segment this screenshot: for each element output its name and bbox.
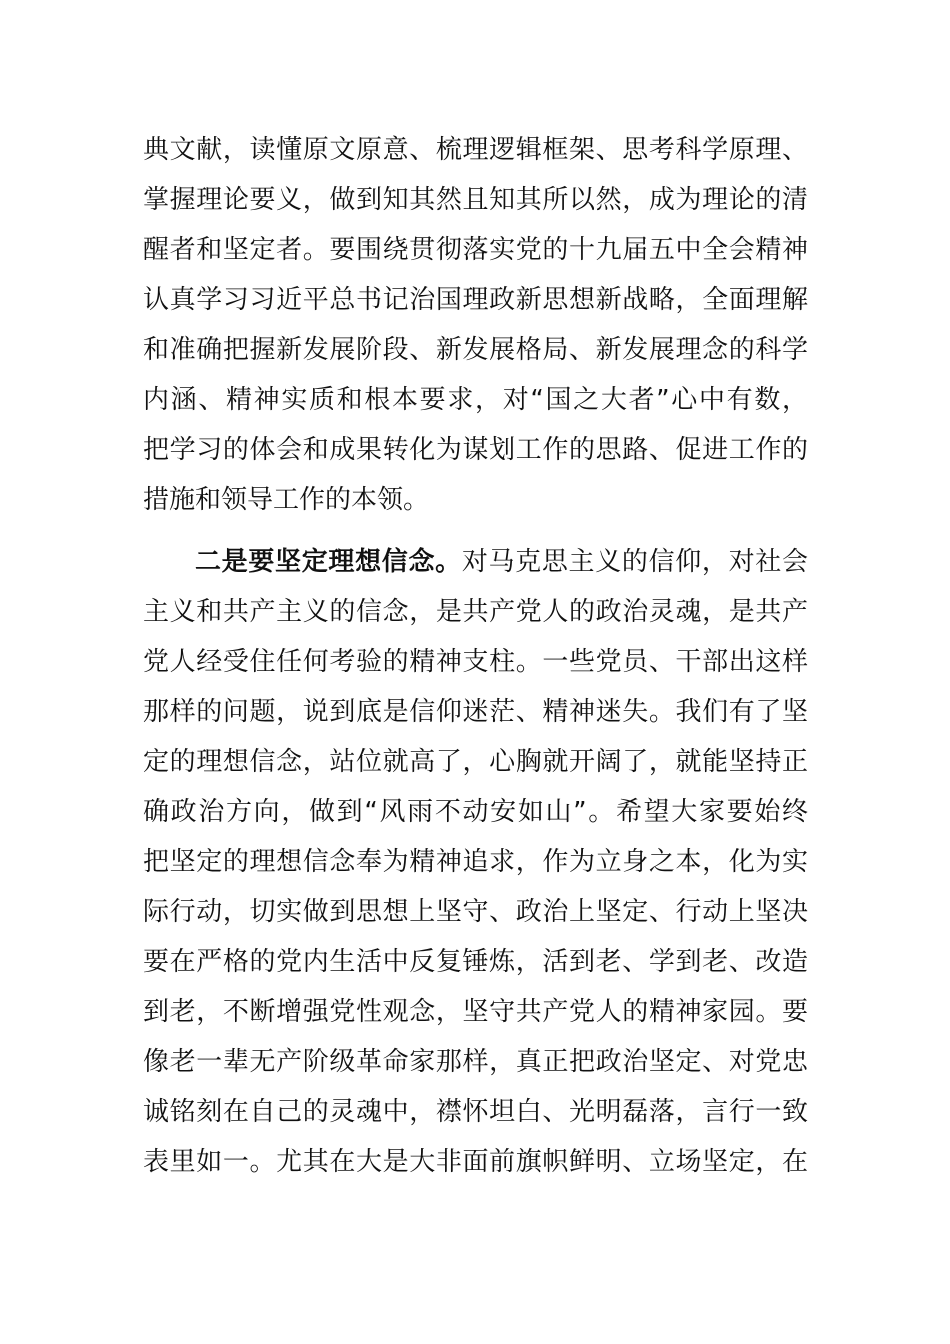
paragraph-2-line-6: 确政治方向，做到“风雨不动安如山”。希望大家要始终 [143, 797, 808, 827]
paragraph-2-line-3: 党人经受住任何考验的精神支柱。一些党员、干部出这样 [143, 647, 808, 677]
paragraph-2 [143, 537, 808, 1187]
paragraph-2-line-5: 定的理想信念，站位就高了，心胸就开阔了，就能坚持正 [143, 747, 808, 777]
paragraph-1-line-3: 醒者和坚定者。要围绕贯彻落实党的十九届五中全会精神 [143, 235, 808, 265]
paragraph-1-line-4: 认真学习习近平总书记治国理政新思想新战略，全面理解 [143, 285, 808, 315]
paragraph-2-line-1-rest: 对马克思主义的信仰，对社会 [461, 547, 808, 577]
paragraph-2-heading: 二是要坚定理想信念。 [195, 547, 462, 577]
paragraph-1 [143, 125, 808, 525]
paragraph-1-line-5: 和准确把握新发展阶段、新发展格局、新发展理念的科学 [143, 335, 808, 365]
paragraph-2-line-1 [143, 537, 808, 587]
paragraph-1-line-7: 把学习的体会和成果转化为谋划工作的思路、促进工作的 [143, 435, 808, 465]
paragraph-1-line-2: 掌握理论要义，做到知其然且知其所以然，成为理论的清 [143, 185, 808, 215]
paragraph-1-line-6: 内涵、精神实质和根本要求，对“国之大者”心中有数， [143, 385, 808, 415]
paragraph-2-line-11: 像老一辈无产阶级革命家那样，真正把政治坚定、对党忠 [143, 1047, 808, 1077]
paragraph-2-line-2: 主义和共产主义的信念，是共产党人的政治灵魂，是共产 [143, 597, 808, 627]
paragraph-2-line-7: 把坚定的理想信念奉为精神追求，作为立身之本，化为实 [143, 847, 808, 877]
paragraph-1-line-1: 典文献，读懂原文原意、梳理逻辑框架、思考科学原理、 [143, 135, 808, 165]
paragraph-2-line-13: 表里如一。尤其在大是大非面前旗帜鲜明、立场坚定，在 [143, 1147, 808, 1177]
paragraph-2-line-4: 那样的问题，说到底是信仰迷茫、精神迷失。我们有了坚 [143, 697, 808, 727]
paragraph-1-line-8: 措施和领导工作的本领。 [143, 485, 430, 515]
paragraph-2-line-12: 诚铭刻在自己的灵魂中，襟怀坦白、光明磊落，言行一致 [143, 1097, 808, 1127]
paragraph-2-line-9: 要在严格的党内生活中反复锤炼，活到老、学到老、改造 [143, 947, 808, 977]
paragraph-2-line-8: 际行动，切实做到思想上坚守、政治上坚定、行动上坚决 [143, 897, 808, 927]
paragraph-2-line-10: 到老，不断增强党性观念，坚守共产党人的精神家园。要 [143, 997, 808, 1027]
